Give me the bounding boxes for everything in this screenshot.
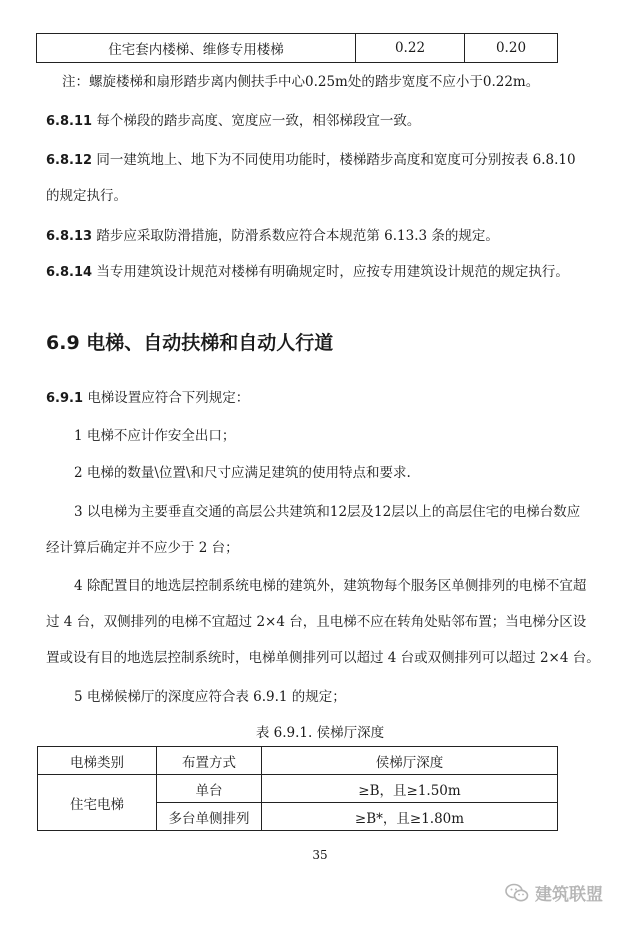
list-item-continuation: 经计算后确定并不应少于 2 台； (46, 540, 239, 556)
page-number: 35 (312, 848, 328, 862)
table-cell: 住宅电梯 (38, 775, 157, 831)
list-item: 3 以电梯为主要垂直交通的高层公共建筑和12层及12层以上的高层住宅的电梯台数应 (74, 504, 581, 520)
clause-number: 6.8.14 (46, 265, 93, 280)
section-heading: 6.9 电梯、自动扶梯和自动人行道 (46, 332, 334, 354)
clause-6-8-13 (46, 226, 606, 247)
table-header-row (38, 747, 558, 775)
clause-6-8-14 (46, 262, 606, 283)
table-cell: ≥B，且≥1.50m (262, 775, 558, 803)
table-header-cell: 布置方式 (157, 747, 262, 775)
list-item: 5 电梯候梯厅的深度应符合表 6.9.1 的规定； (74, 689, 346, 705)
stair-step-table-fragment (36, 33, 558, 63)
table-row (38, 775, 558, 803)
clause-number: 6.8.12 (46, 153, 93, 168)
clause-text: 电梯设置应符合下列规定： (87, 390, 250, 406)
table-cell: ≥B*，且≥1.80m (262, 803, 558, 831)
clause-6-8-12 (46, 150, 606, 171)
wechat-icon (505, 883, 529, 903)
clause-continuation: 的规定执行。 (46, 188, 127, 204)
table-header-cell: 电梯类别 (38, 747, 157, 775)
list-item: 2 电梯的数量\位置\和尺寸应满足建筑的使用特点和要求. (74, 465, 411, 481)
list-item-continuation: 过 4 台，双侧排列的电梯不宜超过 2×4 台，且电梯不应在转角处贴邻布置；当电梯分区设 (46, 614, 587, 630)
table-header-cell: 侯梯厅深度 (262, 747, 558, 775)
watermark-text: 建筑联盟 (535, 885, 603, 905)
watermark (505, 880, 603, 905)
clause-6-9-1 (46, 388, 606, 409)
clause-text: 当专用建筑设计规范对楼梯有明确规定时，应按专用建筑设计规范的规定执行。 (96, 264, 569, 280)
table-caption: 表 6.9.1. 侯梯厅深度 (255, 725, 385, 741)
table-cell: 0.22 (356, 34, 465, 63)
table-cell: 多台单侧排列 (157, 803, 262, 831)
table-cell: 0.20 (465, 34, 558, 63)
lobby-depth-table (37, 746, 558, 831)
clause-number: 6.8.13 (46, 229, 93, 244)
clause-number: 6.9.1 (46, 391, 84, 406)
clause-text: 同一建筑地上、地下为不同使用功能时，楼梯踏步高度和宽度可分别按表 6.8.10 (96, 152, 576, 168)
table-cell: 单台 (157, 775, 262, 803)
table-row (37, 34, 558, 63)
list-item: 1 电梯不应计作安全出口； (74, 428, 236, 444)
list-item: 4 除配置目的地选层控制系统电梯的建筑外，建筑物每个服务区单侧排列的电梯不宜超 (74, 578, 587, 594)
list-item-continuation: 置或设有目的地选层控制系统时，电梯单侧排列可以超过 4 台或双侧排列可以超过 2×4 台。 (46, 650, 600, 666)
clause-6-8-11 (46, 111, 606, 132)
clause-text: 每个梯段的踏步高度、宽度应一致，相邻梯段宜一致。 (96, 113, 421, 129)
table-cell: 住宅套内楼梯、维修专用楼梯 (37, 34, 356, 63)
table-note: 注：螺旋楼梯和扇形踏步离内侧扶手中心0.25m处的踏步宽度不应小于0.22m。 (62, 74, 540, 90)
clause-text: 踏步应采取防滑措施，防滑系数应符合本规范第 6.13.3 条的规定。 (96, 228, 499, 244)
clause-number: 6.8.11 (46, 114, 93, 129)
